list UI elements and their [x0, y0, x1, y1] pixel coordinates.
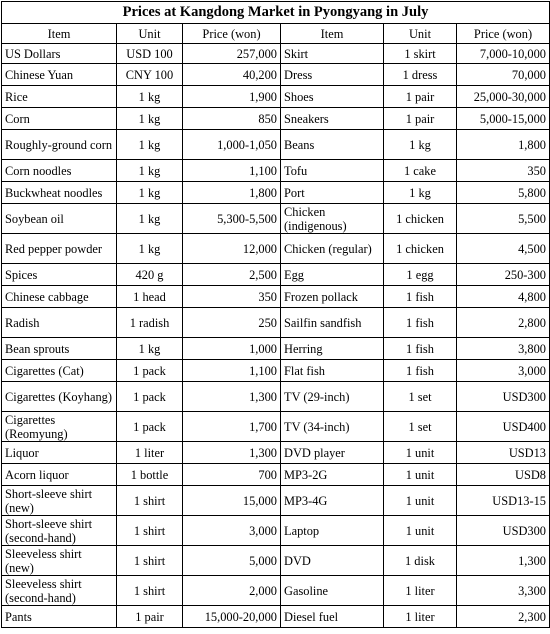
unit-cell: 1 pack: [117, 382, 183, 412]
price-cell: 1,100: [183, 360, 281, 382]
item-cell: TV (34-inch): [281, 412, 384, 442]
unit-cell: 1 dress: [384, 64, 457, 86]
unit-cell: 1 kg: [117, 234, 183, 264]
table-row: [2, 464, 550, 486]
unit-cell: 1 skirt: [384, 44, 457, 64]
unit-cell: 1 shirt: [117, 576, 183, 606]
unit-cell: 1 kg: [117, 182, 183, 204]
table-row: [2, 160, 550, 182]
price-cell: 12,000: [183, 234, 281, 264]
price-cell: USD13: [457, 442, 550, 464]
table-row: [2, 360, 550, 382]
unit-cell: 1 kg: [117, 204, 183, 234]
price-cell: 5,000: [183, 546, 281, 576]
item-cell: Short-sleeve shirt (second-hand): [2, 516, 117, 546]
table-row: [2, 64, 550, 86]
item-cell: Port: [281, 182, 384, 204]
price-cell: 2,300: [457, 606, 550, 628]
unit-cell: 1 unit: [384, 516, 457, 546]
unit-cell: 1 cake: [384, 160, 457, 182]
price-cell: 3,300: [457, 576, 550, 606]
table-row: [2, 606, 550, 628]
unit-cell: 1 chicken: [384, 234, 457, 264]
item-cell: MP3-4G: [281, 486, 384, 516]
price-cell: 850: [183, 108, 281, 130]
table-row: [2, 442, 550, 464]
unit-cell: 420 g: [117, 264, 183, 286]
header-unit: Unit: [117, 24, 183, 44]
item-cell: TV (29-inch): [281, 382, 384, 412]
price-cell: 25,000-30,000: [457, 86, 550, 108]
unit-cell: 1 liter: [117, 442, 183, 464]
item-cell: Chicken (indigenous): [281, 204, 384, 234]
table-row: [2, 486, 550, 516]
unit-cell: 1 unit: [384, 464, 457, 486]
price-cell: 3,000: [183, 516, 281, 546]
item-cell: Shoes: [281, 86, 384, 108]
unit-cell: 1 bottle: [117, 464, 183, 486]
price-cell: USD300: [457, 382, 550, 412]
price-cell: 1,300: [183, 442, 281, 464]
item-cell: Egg: [281, 264, 384, 286]
table-row: [2, 182, 550, 204]
unit-cell: 1 pack: [117, 360, 183, 382]
table-row: [2, 412, 550, 442]
price-cell: 350: [457, 160, 550, 182]
price-cell: 5,800: [457, 182, 550, 204]
unit-cell: USD 100: [117, 44, 183, 64]
header-item: Item: [281, 24, 384, 44]
unit-cell: 1 disk: [384, 546, 457, 576]
unit-cell: 1 pair: [117, 606, 183, 628]
item-cell: Sleeveless shirt (new): [2, 546, 117, 576]
table-row: [2, 108, 550, 130]
unit-cell: 1 shirt: [117, 516, 183, 546]
unit-cell: CNY 100: [117, 64, 183, 86]
price-cell: 1,100: [183, 160, 281, 182]
item-cell: Red pepper powder: [2, 234, 117, 264]
table-row: [2, 338, 550, 360]
price-cell: 1,000: [183, 338, 281, 360]
price-cell: USD8: [457, 464, 550, 486]
item-cell: Chicken (regular): [281, 234, 384, 264]
price-cell: 2,000: [183, 576, 281, 606]
item-cell: Sneakers: [281, 108, 384, 130]
unit-cell: 1 liter: [384, 606, 457, 628]
item-cell: Corn noodles: [2, 160, 117, 182]
unit-cell: 1 fish: [384, 360, 457, 382]
unit-cell: 1 kg: [117, 130, 183, 160]
unit-cell: 1 head: [117, 286, 183, 308]
unit-cell: 1 radish: [117, 308, 183, 338]
price-cell: 5,300-5,500: [183, 204, 281, 234]
unit-cell: 1 kg: [384, 182, 457, 204]
unit-cell: 1 kg: [117, 108, 183, 130]
item-cell: Radish: [2, 308, 117, 338]
table-row: [2, 286, 550, 308]
price-cell: 2,800: [457, 308, 550, 338]
unit-cell: 1 kg: [117, 338, 183, 360]
item-cell: Skirt: [281, 44, 384, 64]
unit-cell: 1 kg: [117, 160, 183, 182]
item-cell: MP3-2G: [281, 464, 384, 486]
price-cell: 250: [183, 308, 281, 338]
item-cell: Dress: [281, 64, 384, 86]
item-cell: Flat fish: [281, 360, 384, 382]
price-table: [1, 1, 550, 628]
table-row: [2, 264, 550, 286]
price-cell: 1,300: [183, 382, 281, 412]
unit-cell: 1 chicken: [384, 204, 457, 234]
unit-cell: 1 fish: [384, 308, 457, 338]
item-cell: Acorn liquor: [2, 464, 117, 486]
item-cell: Tofu: [281, 160, 384, 182]
unit-cell: 1 pair: [384, 108, 457, 130]
item-cell: Pants: [2, 606, 117, 628]
table-row: [2, 308, 550, 338]
item-cell: Diesel fuel: [281, 606, 384, 628]
price-cell: 257,000: [183, 44, 281, 64]
table-row: [2, 234, 550, 264]
item-cell: DVD: [281, 546, 384, 576]
price-cell: 4,800: [457, 286, 550, 308]
unit-cell: 1 unit: [384, 486, 457, 516]
price-cell: 1,900: [183, 86, 281, 108]
header-price: Price (won): [183, 24, 281, 44]
unit-cell: 1 set: [384, 382, 457, 412]
item-cell: US Dollars: [2, 44, 117, 64]
price-cell: 15,000: [183, 486, 281, 516]
price-cell: 4,500: [457, 234, 550, 264]
item-cell: Soybean oil: [2, 204, 117, 234]
table-body: [2, 44, 550, 628]
price-cell: 2,500: [183, 264, 281, 286]
unit-cell: 1 shirt: [117, 546, 183, 576]
price-cell: USD13-15: [457, 486, 550, 516]
unit-cell: 1 fish: [384, 338, 457, 360]
price-cell: 700: [183, 464, 281, 486]
item-cell: Beans: [281, 130, 384, 160]
price-cell: 250-300: [457, 264, 550, 286]
item-cell: DVD player: [281, 442, 384, 464]
price-cell: 1,800: [457, 130, 550, 160]
table-row: [2, 382, 550, 412]
item-cell: Roughly-ground corn: [2, 130, 117, 160]
price-cell: 1,000-1,050: [183, 130, 281, 160]
price-cell: 3,000: [457, 360, 550, 382]
item-cell: Corn: [2, 108, 117, 130]
item-cell: Bean sprouts: [2, 338, 117, 360]
item-cell: Spices: [2, 264, 117, 286]
item-cell: Frozen pollack: [281, 286, 384, 308]
unit-cell: 1 kg: [117, 86, 183, 108]
price-cell: 7,000-10,000: [457, 44, 550, 64]
table-row: [2, 516, 550, 546]
table-title: Prices at Kangdong Market in Pyongyang in July: [1, 1, 550, 23]
unit-cell: 1 liter: [384, 576, 457, 606]
table-row: [2, 204, 550, 234]
item-cell: Liquor: [2, 442, 117, 464]
price-cell: 5,500: [457, 204, 550, 234]
unit-cell: 1 pair: [384, 86, 457, 108]
table-row: [2, 44, 550, 64]
price-cell: 350: [183, 286, 281, 308]
item-cell: Cigarettes (Reomyung): [2, 412, 117, 442]
price-cell: 1,700: [183, 412, 281, 442]
price-cell: 3,800: [457, 338, 550, 360]
item-cell: Chinese cabbage: [2, 286, 117, 308]
unit-cell: 1 egg: [384, 264, 457, 286]
unit-cell: 1 set: [384, 412, 457, 442]
header-item: Item: [2, 24, 117, 44]
item-cell: Laptop: [281, 516, 384, 546]
item-cell: Rice: [2, 86, 117, 108]
table-row: [2, 130, 550, 160]
item-cell: Cigarettes (Cat): [2, 360, 117, 382]
item-cell: Sleeveless shirt (second-hand): [2, 576, 117, 606]
item-cell: Herring: [281, 338, 384, 360]
price-cell: 1,300: [457, 546, 550, 576]
unit-cell: 1 shirt: [117, 486, 183, 516]
table-row: [2, 86, 550, 108]
item-cell: Chinese Yuan: [2, 64, 117, 86]
header-row: [2, 24, 550, 44]
price-cell: 15,000-20,000: [183, 606, 281, 628]
price-cell: USD300: [457, 516, 550, 546]
price-cell: 70,000: [457, 64, 550, 86]
table-row: [2, 576, 550, 606]
unit-cell: 1 pack: [117, 412, 183, 442]
price-cell: 5,000-15,000: [457, 108, 550, 130]
unit-cell: 1 kg: [384, 130, 457, 160]
table-row: [2, 546, 550, 576]
header-price: Price (won): [457, 24, 550, 44]
price-cell: 1,800: [183, 182, 281, 204]
item-cell: Cigarettes (Koyhang): [2, 382, 117, 412]
item-cell: Gasoline: [281, 576, 384, 606]
header-unit: Unit: [384, 24, 457, 44]
price-cell: 40,200: [183, 64, 281, 86]
item-cell: Sailfin sandfish: [281, 308, 384, 338]
item-cell: Short-sleeve shirt (new): [2, 486, 117, 516]
item-cell: Buckwheat noodles: [2, 182, 117, 204]
price-cell: USD400: [457, 412, 550, 442]
unit-cell: 1 unit: [384, 442, 457, 464]
unit-cell: 1 fish: [384, 286, 457, 308]
